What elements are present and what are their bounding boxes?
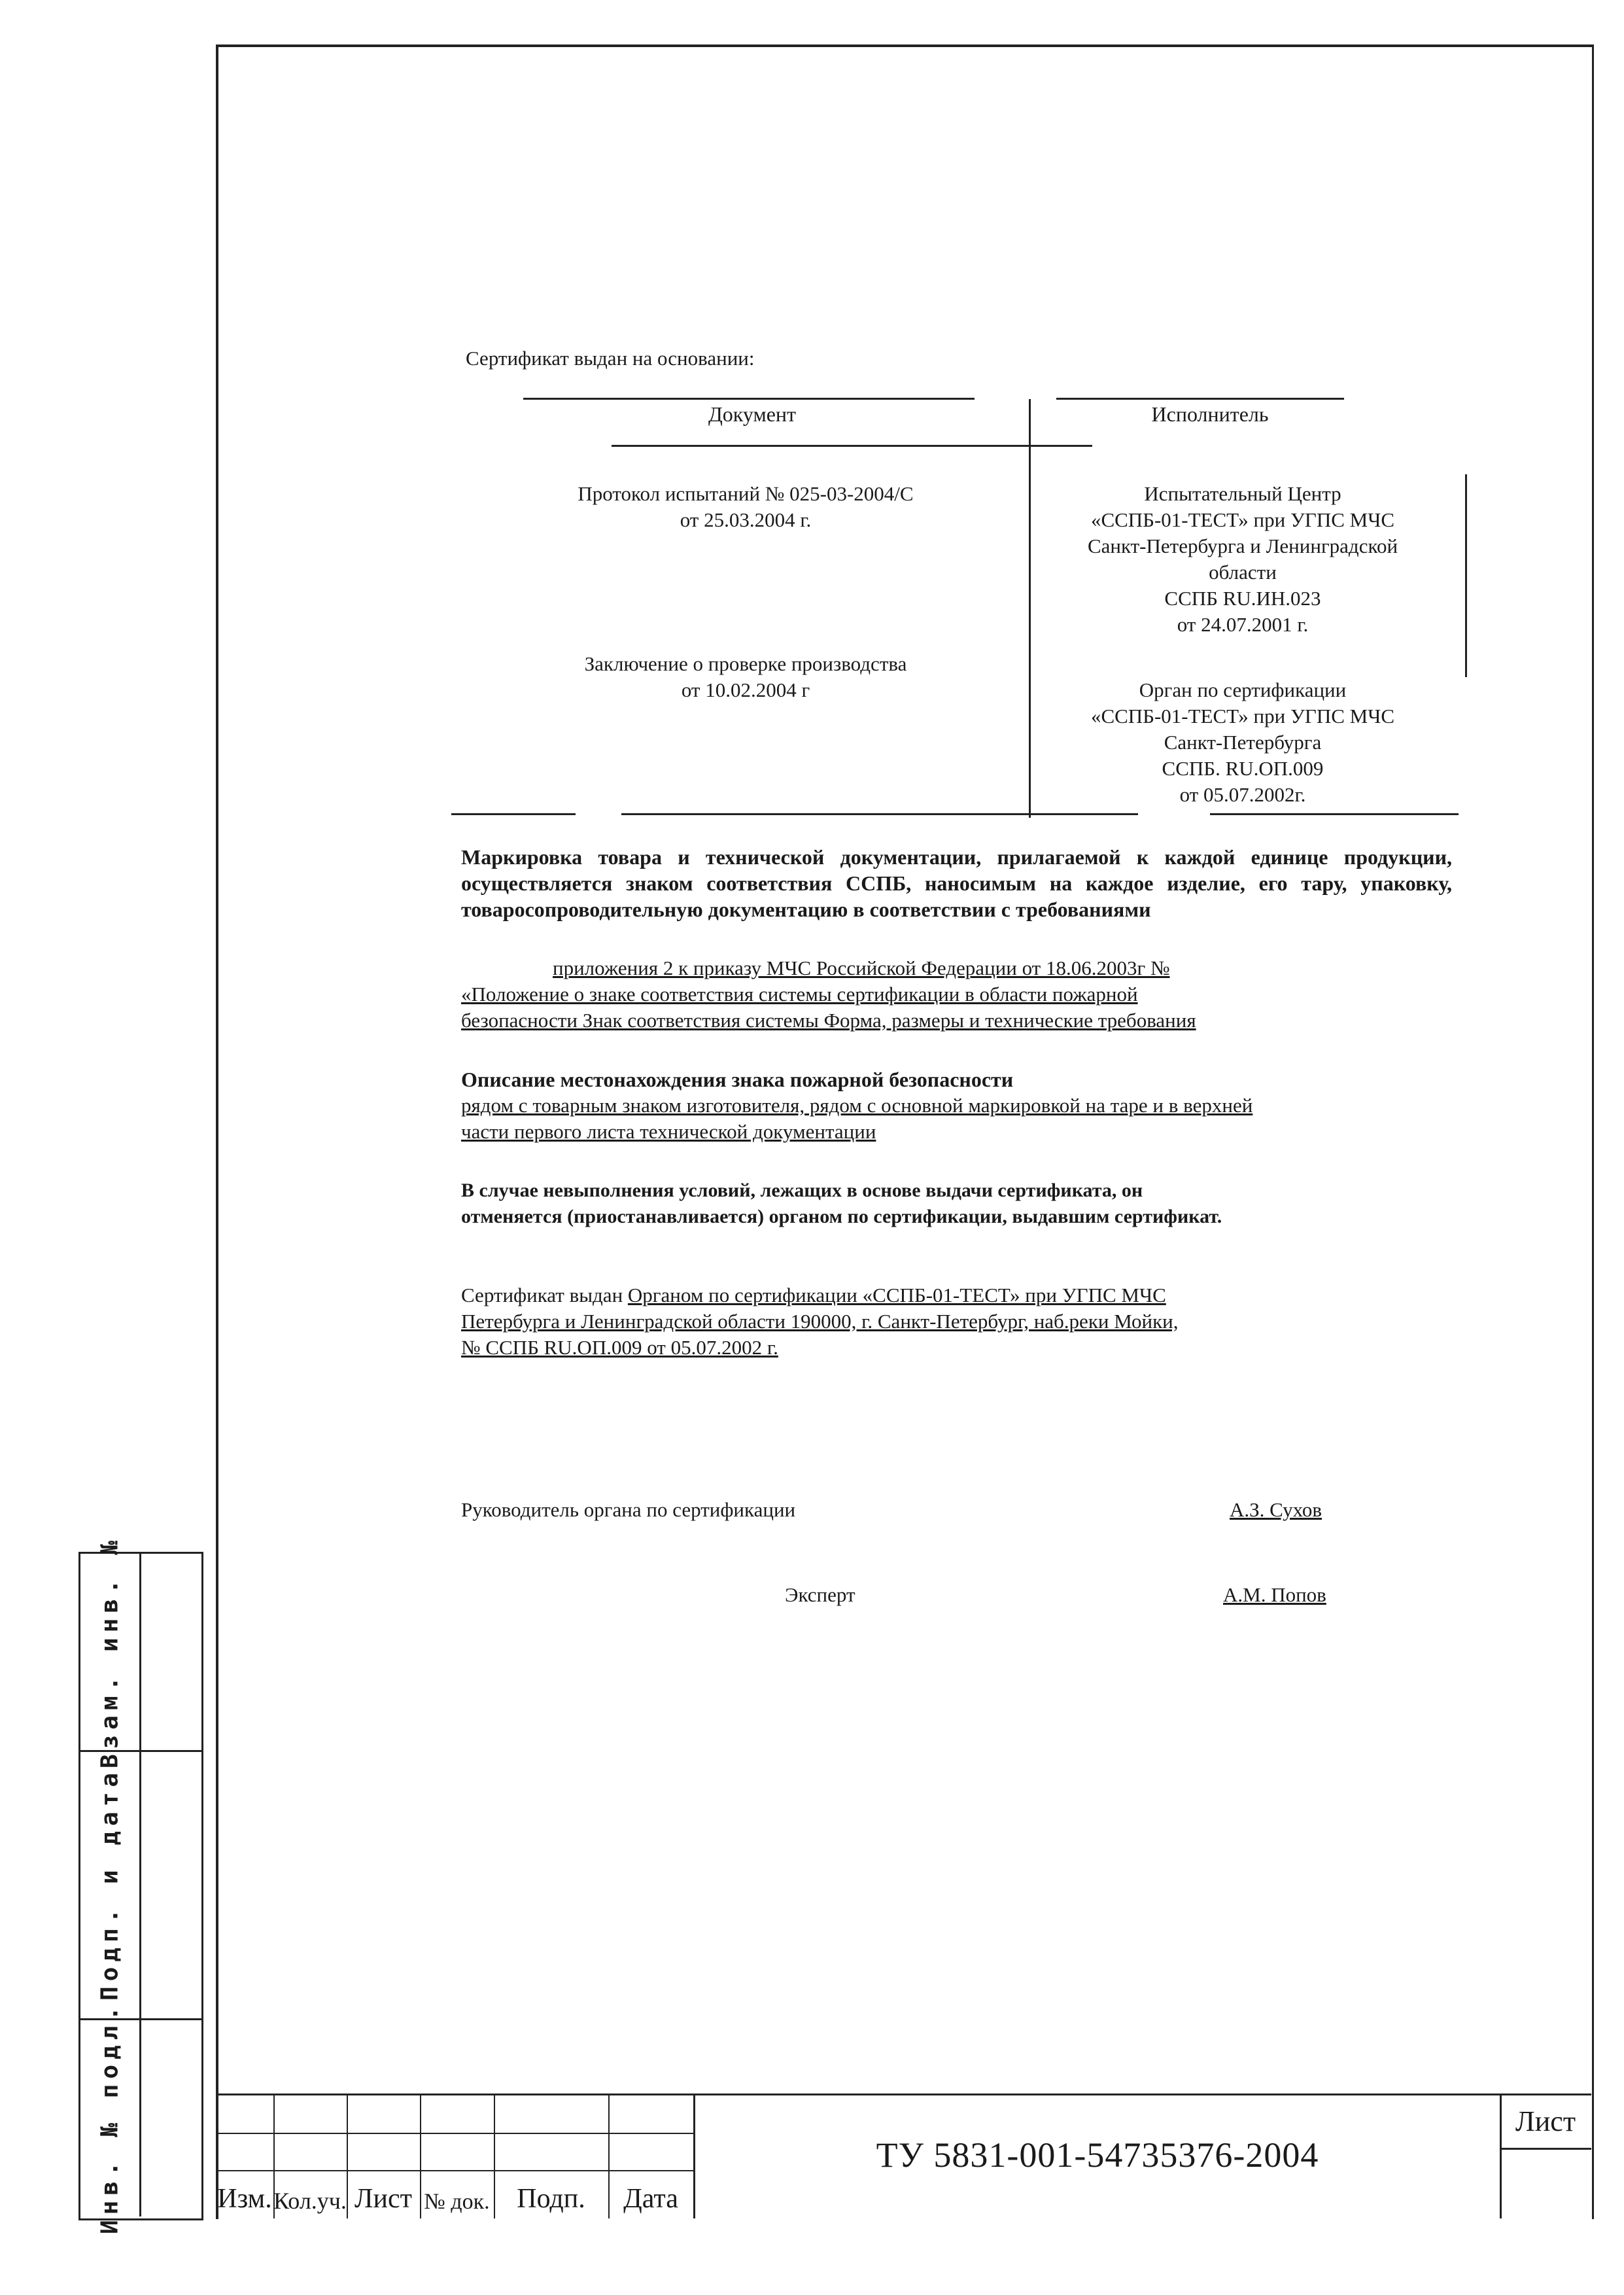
executor-line: от 05.07.2002г. bbox=[1179, 783, 1306, 806]
protocol-number: Протокол испытаний № 025-03-2004/С bbox=[578, 482, 914, 505]
tb-header-change: Изм. bbox=[217, 2184, 272, 2214]
marking-requirement-line: безопасности Знак соответствия системы Форма, размеры и технические требования bbox=[461, 1009, 1196, 1032]
issued-by-prefix: Сертификат выдан bbox=[461, 1284, 623, 1306]
header-rule bbox=[612, 445, 1092, 447]
doc-code-cell bbox=[693, 2095, 1502, 2218]
executor-line: области bbox=[1209, 561, 1277, 584]
side-label-swap-inv: Взам. инв. № bbox=[96, 1535, 124, 1769]
side-stamp-column bbox=[78, 1535, 203, 2234]
executor-line: от 24.07.2001 г. bbox=[1177, 613, 1309, 636]
marking-requirement-line: приложения 2 к приказу МЧС Российской Федерации от 18.06.2003г № bbox=[553, 956, 1170, 979]
head-name: А.З. Сухов bbox=[1230, 1498, 1322, 1521]
placement-line: рядом с товарным знаком изготовителя, рядом с основной маркировкой на таре и в верхней bbox=[461, 1094, 1253, 1117]
intro-text: Сертификат выдан на основании: bbox=[466, 347, 755, 370]
head-label: Руководитель органа по сертификации bbox=[461, 1498, 796, 1521]
title-block bbox=[216, 2094, 1591, 2218]
table-top-rule-left bbox=[523, 398, 975, 400]
right-edge-rule bbox=[1465, 474, 1467, 677]
executor-cell-cert-body bbox=[1027, 677, 1459, 808]
table-bottom-rule bbox=[1210, 813, 1459, 815]
doc-code: ТУ 5831-001-54735376-2004 bbox=[876, 2135, 1319, 2175]
tb-header-count: Кол.уч. bbox=[273, 2188, 347, 2214]
placement-title: Описание местонахождения знака пожарной безопасности bbox=[461, 1068, 1014, 1091]
executor-line: «ССПБ-01-ТЕСТ» при УГПС МЧС bbox=[1090, 705, 1395, 727]
executor-cell-lab bbox=[1027, 481, 1459, 638]
doc-cell-protocol bbox=[497, 481, 994, 533]
executor-line: Орган по сертификации bbox=[1139, 678, 1347, 701]
table-bottom-rule bbox=[451, 813, 576, 815]
table-top-rule-right bbox=[1056, 398, 1344, 400]
issued-by-line: Петербурга и Ленинградской области 190000, г. Санкт-Петербург, наб.реки Мойки, bbox=[461, 1310, 1179, 1333]
column-header-document: Документ bbox=[708, 402, 797, 426]
side-label-box bbox=[80, 1750, 141, 2018]
tb-header-sheet: Лист bbox=[354, 2184, 412, 2214]
side-cell-swap-inv bbox=[80, 1535, 201, 1769]
doc-cell-conclusion bbox=[497, 651, 994, 703]
executor-line: Испытательный Центр bbox=[1144, 482, 1341, 505]
issued-by-body: Органом по сертификации «ССПБ-01-ТЕСТ» при УГПС МЧС bbox=[627, 1284, 1166, 1306]
expert-name: А.М. Попов bbox=[1223, 1583, 1326, 1606]
executor-line: ССПБ RU.ИН.023 bbox=[1164, 587, 1321, 610]
page-frame bbox=[216, 44, 1594, 2219]
issued-by-line: № ССПБ RU.ОП.009 от 05.07.2002 г. bbox=[461, 1336, 778, 1359]
expert-label: Эксперт bbox=[785, 1583, 855, 1606]
table-bottom-rule bbox=[621, 813, 1138, 815]
executor-line: Санкт-Петербурга bbox=[1164, 731, 1322, 754]
executor-line: ССПБ. RU.ОП.009 bbox=[1162, 757, 1324, 780]
column-header-executor: Исполнитель bbox=[1151, 402, 1269, 426]
issued-by-line bbox=[461, 1282, 1166, 1308]
cancel-clause-line: отменяется (приостанавливается) органом по сертификации, выдавшим сертификат. bbox=[461, 1206, 1222, 1227]
executor-line: Санкт-Петербурга и Ленинградской bbox=[1087, 534, 1398, 557]
revision-grid bbox=[216, 2095, 693, 2218]
side-cell-inv-orig bbox=[80, 2001, 201, 2234]
marking-requirement-line: «Положение о знаке соответствия системы сертификации в области пожарной bbox=[461, 983, 1138, 1006]
sheet-label: Лист bbox=[1500, 2095, 1591, 2150]
side-label-inv-orig: Инв. № подл. bbox=[96, 2001, 124, 2234]
tb-header-sign: Подп. bbox=[517, 2184, 585, 2214]
protocol-date: от 25.03.2004 г. bbox=[680, 508, 812, 531]
placement-line: части первого листа технической документации bbox=[461, 1120, 876, 1143]
executor-line: «ССПБ-01-ТЕСТ» при УГПС МЧС bbox=[1090, 508, 1395, 531]
side-cell-sign-date bbox=[80, 1750, 201, 2020]
side-label-box bbox=[80, 2001, 141, 2234]
tb-header-doc-no: № док. bbox=[424, 2190, 490, 2214]
tb-header-date: Дата bbox=[623, 2184, 678, 2214]
side-label-box bbox=[80, 1535, 141, 1769]
revision-grid-row bbox=[216, 2133, 693, 2134]
side-label-sign-date: Подп. и дата bbox=[96, 1767, 124, 2001]
conclusion-date: от 10.02.2004 г bbox=[681, 678, 810, 701]
marking-paragraph: Маркировка товара и технической документации, прилагаемой к каждой единице продукции, осуществляется знаком соответствия ССПБ, наносимым на каждое изделие, его тару, упаковку, товаросопроводительную документацию в соответствии с требованиями bbox=[461, 845, 1452, 921]
revision-grid-row bbox=[216, 2170, 693, 2171]
cancel-clause-line: В случае невыполнения условий, лежащих в основе выдачи сертификата, он bbox=[461, 1180, 1143, 1201]
conclusion-title: Заключение о проверке производства bbox=[584, 652, 907, 675]
